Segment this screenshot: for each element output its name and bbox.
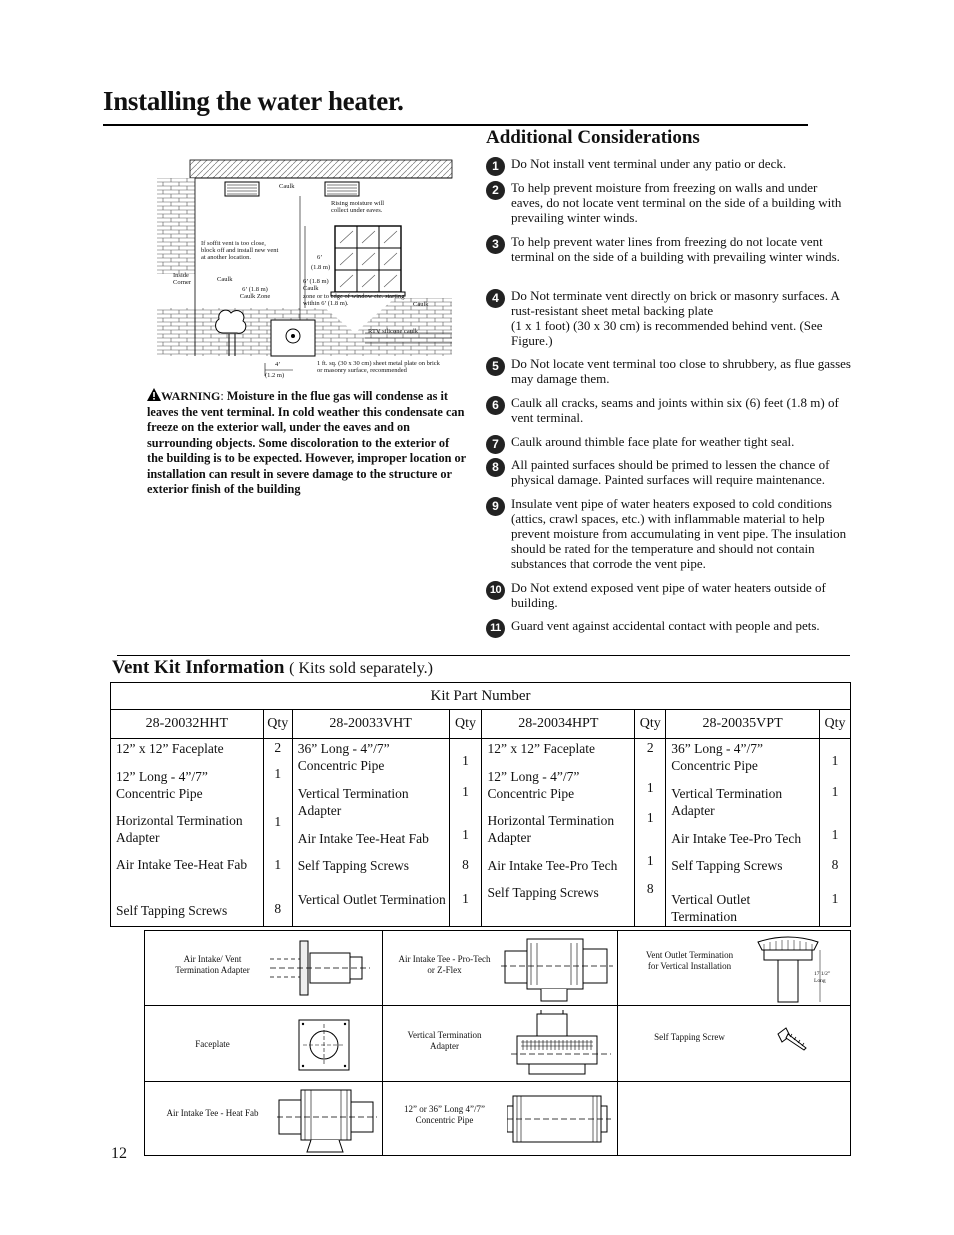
kit-qty: 1 xyxy=(462,753,469,768)
qty-header: Qty xyxy=(635,710,666,739)
item-number-badge: 9 xyxy=(486,497,505,516)
diagram-label: Caulk xyxy=(279,183,295,190)
part-cell xyxy=(144,930,383,1006)
part-label: Vent Outlet Termination for Vertical Installation xyxy=(645,950,734,971)
diagram-label: 1 ft. sq. (30 x 30 cm) sheet metal plate on brick or masonry surface, recommended xyxy=(317,360,440,374)
item-number-badge: 3 xyxy=(486,235,505,254)
part-label: Air Intake Tee - Heat Fab xyxy=(166,1108,259,1118)
consideration-item: 8 All painted surfaces should be primed to lessen the chance of physical damage. Painted surfaces will require maintenance. xyxy=(486,457,851,487)
kit-item: 36” Long - 4”/7” Concentric Pipe xyxy=(671,741,764,773)
diagram-label: 4’ xyxy=(275,361,281,368)
kit-item: Vertical Termination Adapter xyxy=(671,786,783,818)
kit-qty: 1 xyxy=(462,827,469,842)
part-label: Air Intake/ Vent Termination Adapter xyxy=(175,954,250,975)
diagram-label: (1.8 m) xyxy=(311,264,331,271)
part-cell-empty xyxy=(617,1081,851,1156)
kit-item: Air Intake Tee-Heat Fab xyxy=(297,831,429,846)
item-number-badge: 11 xyxy=(486,619,505,638)
qty-header: Qty xyxy=(819,710,850,739)
kit-qty: 1 xyxy=(831,827,839,842)
diagram-label: RTV silicone caulk xyxy=(368,328,419,335)
table-column-headers xyxy=(111,710,851,739)
adapter-drawing xyxy=(270,937,370,999)
title-rule xyxy=(103,124,808,126)
qty-header: Qty xyxy=(449,710,482,739)
part-cell xyxy=(382,930,618,1006)
table-header: Kit Part Number xyxy=(111,683,851,710)
diagram-label: (1.2 m) xyxy=(265,372,285,379)
kit-qty: 2 xyxy=(646,740,654,755)
page-title: Installing the water heater. xyxy=(103,86,404,116)
diagram-label: 6’ (1.8 m) Caulk Zone xyxy=(239,286,271,300)
kit-item: 12” Long - 4”/7” Concentric Pipe xyxy=(487,769,580,801)
kit-qty: 2 xyxy=(274,740,282,755)
qty-header: Qty xyxy=(263,710,292,739)
diagram-label: 6’ xyxy=(317,254,323,261)
item-number-badge: 8 xyxy=(486,458,505,477)
house-wall-illustration xyxy=(155,158,455,380)
kit-item: Air Intake Tee-Heat Fab xyxy=(116,857,248,872)
consideration-item: 5 Do Not locate vent terminal too close to shrubbery, as flue gasses may damage them. xyxy=(486,356,851,386)
item-number-badge: 6 xyxy=(486,396,505,415)
considerations-title: Additional Considerations xyxy=(486,127,700,148)
diagram-label: Inside Corner xyxy=(173,272,192,286)
kit-item: Horizontal Termination Adapter xyxy=(116,813,243,845)
item-number-badge: 10 xyxy=(486,581,505,600)
consideration-item: 2 To help prevent moisture from freezing on walls and under eaves, do not locate vent terminal on the side of a building with prevailing winter winds. xyxy=(486,180,851,225)
kit-item: Self Tapping Screws xyxy=(116,903,228,918)
part-label: Air Intake Tee - Pro-Tech or Z-Flex xyxy=(398,954,491,975)
kit-item: Vertical Outlet Termination xyxy=(671,892,751,924)
kit-qty: 1 xyxy=(274,766,282,781)
page-number: 12 xyxy=(111,1145,127,1162)
part-label: Faceplate xyxy=(195,1039,230,1049)
kit-part-number: 28-20034HPT xyxy=(482,710,635,739)
kit-qty: 8 xyxy=(646,881,654,896)
vent-outlet-drawing xyxy=(748,934,828,1004)
kit-qty: 1 xyxy=(831,784,839,799)
part-label: Vertical Termination Adapter xyxy=(407,1030,482,1051)
kit-qty: 8 xyxy=(831,857,839,872)
parts-grid xyxy=(144,930,851,1156)
part-cell xyxy=(617,1005,851,1082)
kit-qty: 8 xyxy=(462,857,469,872)
part-label: 12” or 36” Long 4”/7” Concentric Pipe xyxy=(404,1104,485,1125)
table-row xyxy=(111,739,851,927)
screw-icon xyxy=(776,1026,810,1054)
kit-item: 36” Long - 4”/7” Concentric Pipe xyxy=(297,741,390,773)
diagram-label: Caulk xyxy=(217,276,233,283)
kit-qty: 1 xyxy=(462,891,469,906)
vertical-adapter-drawing xyxy=(511,1010,611,1078)
consideration-item: 1 Do Not install vent terminal under any patio or deck. xyxy=(486,156,851,171)
kit-item: 12” Long - 4”/7” Concentric Pipe xyxy=(116,769,208,801)
warning-label: WARNING xyxy=(161,389,221,403)
vent-kit-table xyxy=(110,682,851,927)
kit-qty: 1 xyxy=(274,857,282,872)
kit-item: Vertical Outlet Termination xyxy=(297,892,446,907)
vent-kit-title: Vent Kit Information ( Kits sold separately.) xyxy=(112,657,433,678)
item-number-badge: 2 xyxy=(486,181,505,200)
warning-icon xyxy=(147,388,161,401)
kit-qty: 1 xyxy=(831,753,839,768)
part-cell xyxy=(144,1081,383,1156)
kit-qty: 1 xyxy=(646,853,654,868)
kit-qty: 1 xyxy=(462,784,469,799)
kit-qty: 1 xyxy=(646,780,654,795)
item-number-badge: 5 xyxy=(486,357,505,376)
kit-qty: 1 xyxy=(831,891,839,906)
consideration-item: 3 To help prevent water lines from freezing do not locate vent terminal on the side of a building with prevailing winter winds. xyxy=(486,234,851,264)
kit-item: Horizontal Termination Adapter xyxy=(487,813,615,845)
kit-part-number: 28-20035VPT xyxy=(666,710,820,739)
part-cell xyxy=(617,930,851,1006)
kit-item: Self Tapping Screws xyxy=(487,885,599,900)
consideration-item: 9 Insulate vent pipe of water heaters exposed to cold conditions (attics, crawl spaces, etc.) with inflammable material to help prevent moisture from accumulating in vent pipe. The insulation should be rated for the temperature and should not contain substances that corrode the vent pipe. xyxy=(486,496,851,571)
consideration-item: 10 Do Not extend exposed vent pipe of water heaters outside of building. xyxy=(486,580,851,610)
kit-item: 12” x 12” Faceplate xyxy=(487,741,596,756)
part-cell xyxy=(382,1081,618,1156)
kit-qty: 8 xyxy=(274,901,282,916)
consideration-item: 6 Caulk all cracks, seams and joints within six (6) feet (1.8 m) of vent terminal. xyxy=(486,395,851,425)
item-number-badge: 4 xyxy=(486,289,505,308)
diagram-label: Caulk xyxy=(413,301,429,308)
diagram-label: zone or to edge of window etc. starting within 6’ (1.8 m). xyxy=(303,293,405,307)
vent-location-diagram xyxy=(155,158,455,380)
tee-heat-drawing xyxy=(277,1086,377,1154)
warning-block: WARNING: Moisture in the flue gas will condense as it leaves the vent terminal. In cold weather this condensate can freeze on the exterior wall, under the eaves and on surrounding objects. Some discoloration to the exterior of the building is to be expected. However, improper location or installation can result in severe damage to the structure or exterior finish of the building xyxy=(147,389,466,496)
section-rule xyxy=(117,655,850,656)
part-label: Self Tapping Screw xyxy=(654,1032,725,1042)
consideration-item: 7 Caulk around thimble face plate for weather tight seal. xyxy=(486,434,851,449)
part-cell xyxy=(144,1005,383,1082)
kit-qty: 1 xyxy=(646,810,654,825)
concentric-pipe-drawing xyxy=(507,1090,611,1150)
kit-part-number: 28-20032HHT xyxy=(111,710,264,739)
kit-item: Air Intake Tee-Pro Tech xyxy=(671,831,802,846)
diagram-label: If soffit vent is too close, block off and install new vent at another location. xyxy=(201,240,279,261)
item-number-badge: 7 xyxy=(486,435,505,454)
consideration-item: 4 Do Not terminate vent directly on brick or masonry surfaces. A rust-resistant sheet metal backing plate (1 x 1 foot) (30 x 30 cm) is recommended behind vent. (See Figure.) xyxy=(486,288,851,348)
kit-item: Self Tapping Screws xyxy=(297,858,410,873)
consideration-item: 11 Guard vent against accidental contact with people and pets. xyxy=(486,618,851,633)
tee-pro-drawing xyxy=(501,935,613,1003)
item-number-badge: 1 xyxy=(486,157,505,176)
kit-item: Self Tapping Screws xyxy=(671,858,783,873)
diagram-label: 6’ (1.8 m) Caulk xyxy=(303,278,329,292)
kit-item: Air Intake Tee-Pro Tech xyxy=(487,858,618,873)
kit-qty: 1 xyxy=(274,814,282,829)
diagram-label: Rising moisture will collect under eaves. xyxy=(331,200,385,214)
kit-item: Vertical Termination Adapter xyxy=(297,786,409,818)
dimension-label: 17 1/2” Long xyxy=(814,971,831,984)
kit-item: 12” x 12” Faceplate xyxy=(116,741,224,756)
faceplate-drawing xyxy=(297,1018,351,1072)
kit-part-number: 28-20033VHT xyxy=(292,710,449,739)
warning-text: Moisture in the flue gas will condense as it leaves the vent terminal. In cold weather this condensate can freeze on the exterior wall, under the eaves and on surrounding objects. Some discoloration to the exterior of the building is to be expected. However, improper location or installation can result in severe damage to the structure or exterior finish of the building xyxy=(147,389,466,496)
part-cell xyxy=(382,1005,618,1082)
